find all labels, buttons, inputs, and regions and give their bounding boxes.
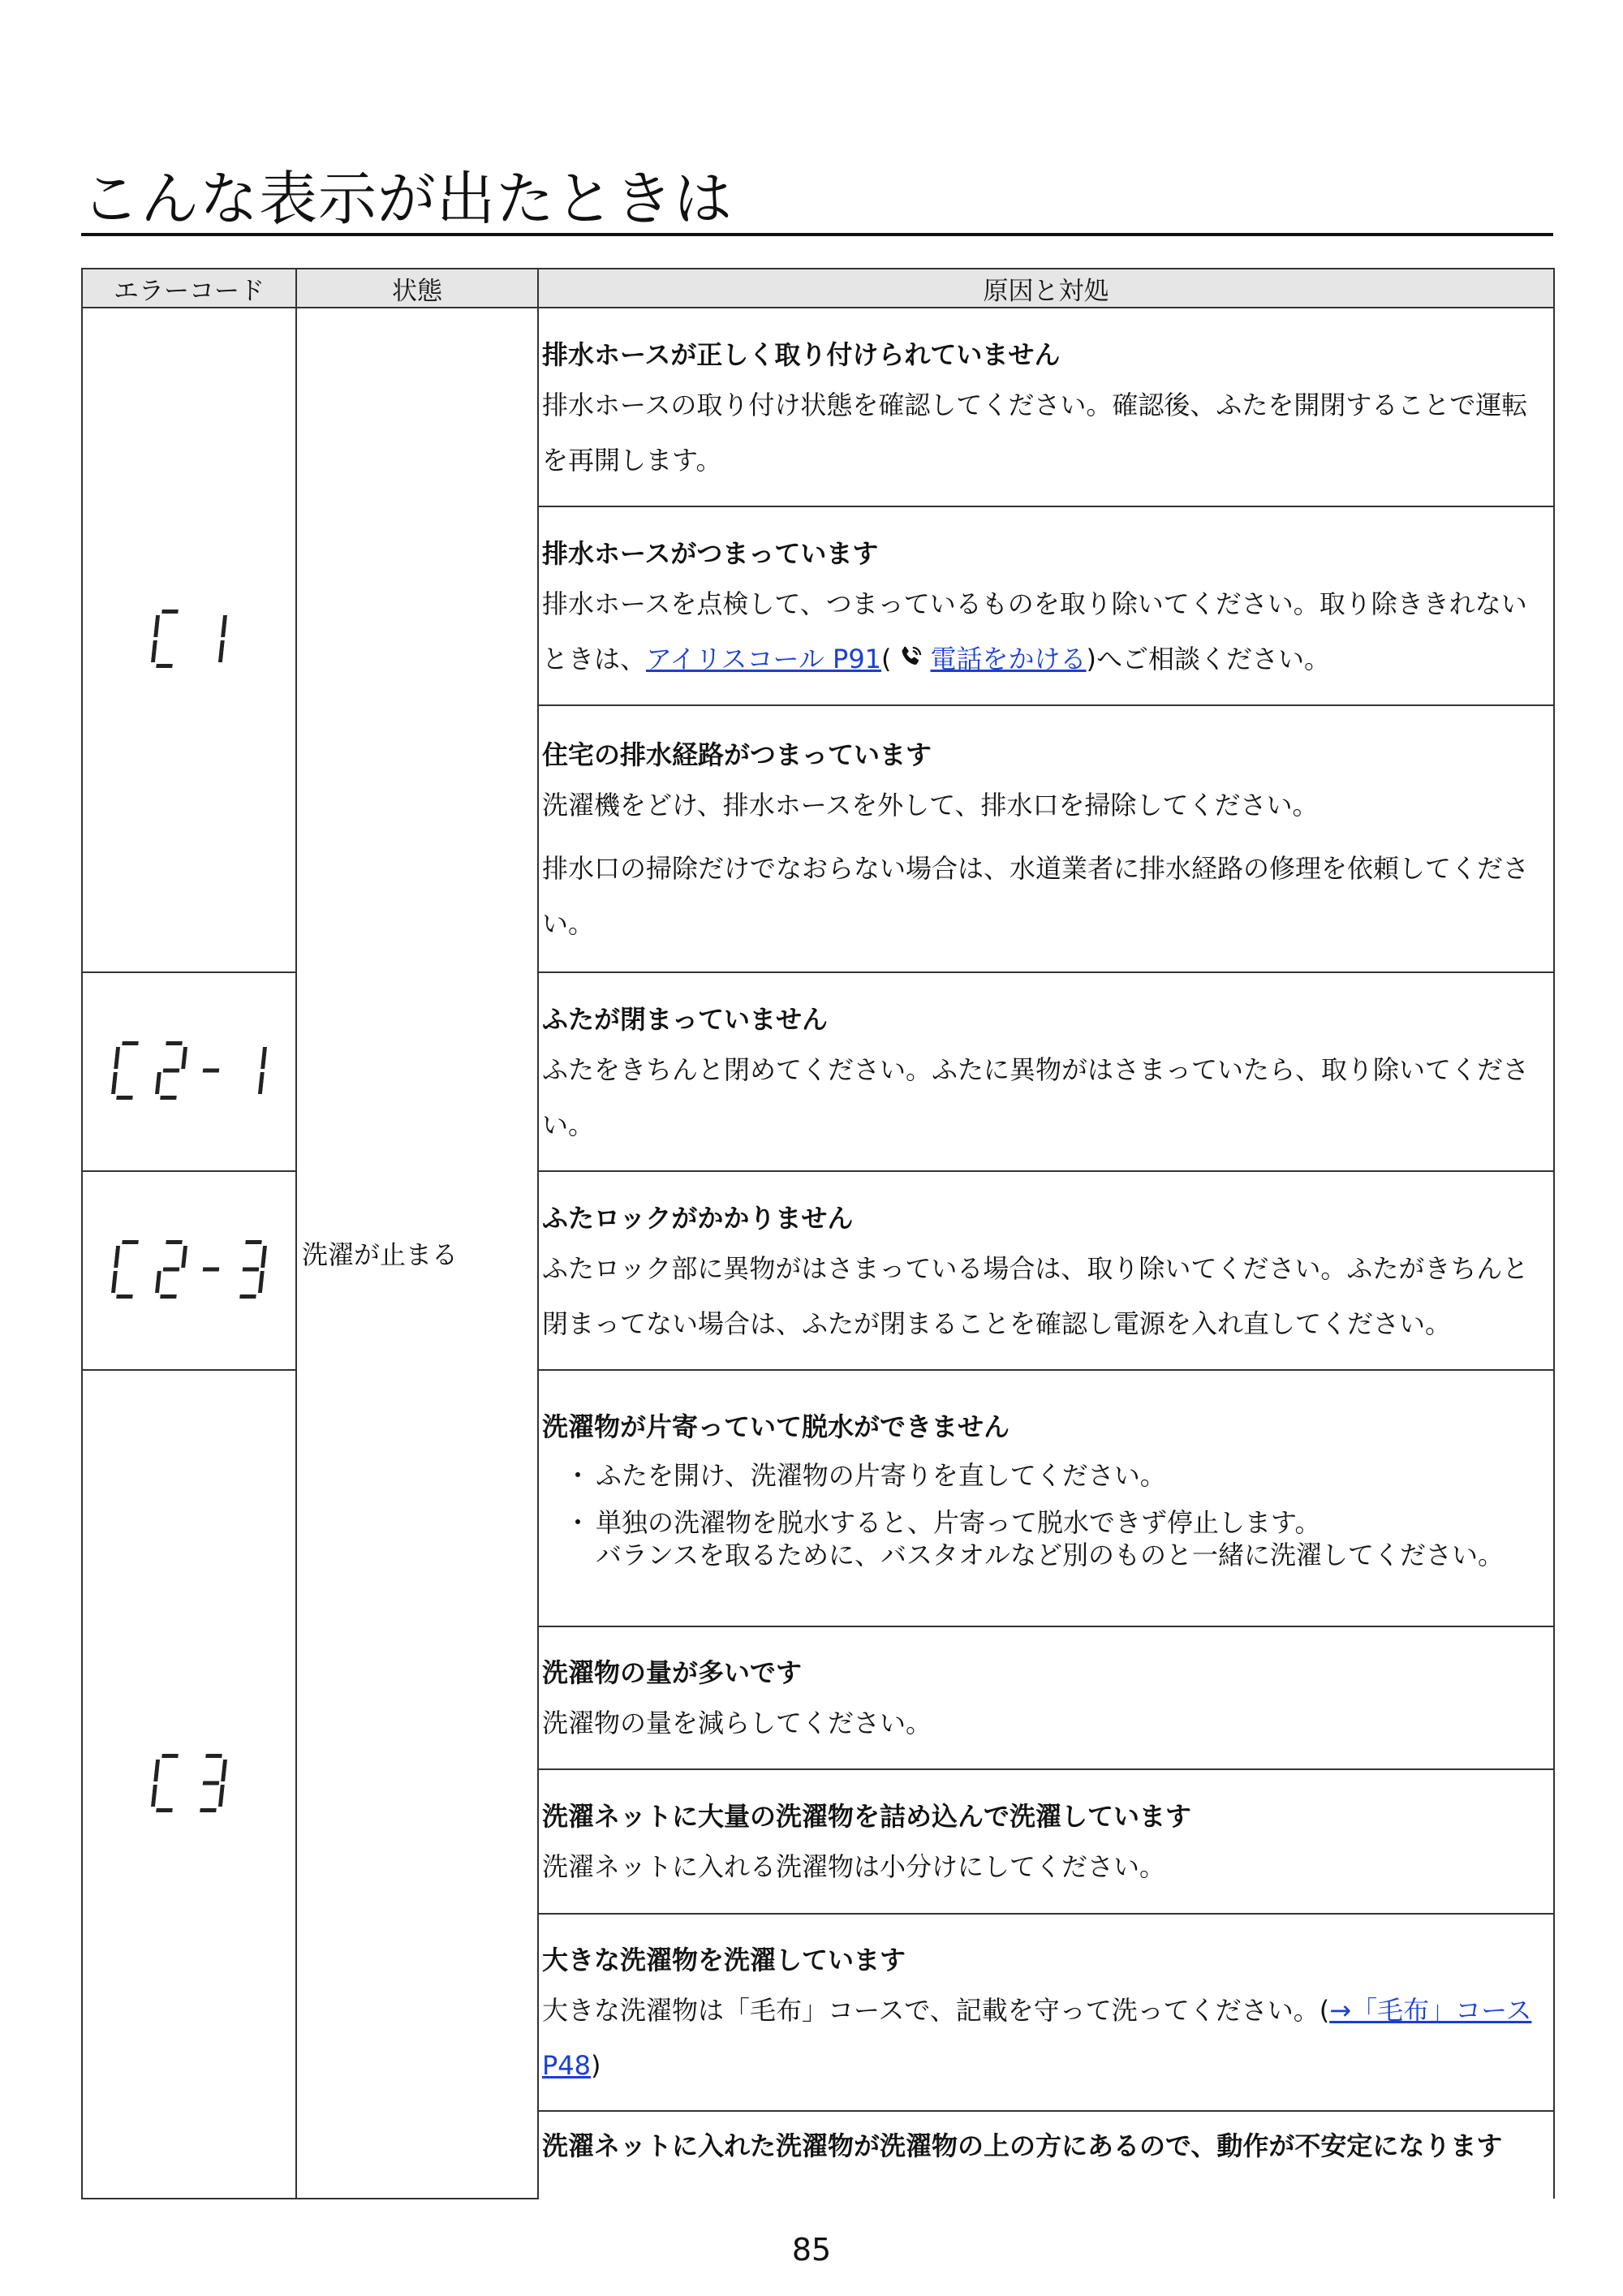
segment-a [161,1754,179,1758]
cause-cell [538,972,1554,1171]
segment-a [245,1240,262,1244]
segment-f [153,615,160,637]
segment-char [150,610,184,668]
list-item: ・ ふたを開け、洗濯物の片寄りを直してください。 [565,1459,1537,1492]
segment-char [198,1240,224,1299]
remedy-text: 洗濯機をどけ、排水ホースを外して、排水口を掃除してください。 [542,789,1319,821]
remedy-text: ふたロック部に異物がはさまっている場合は、取り除いてください。ふたがきちんと閉まってない場合は、ふたが閉まることを確認し電源を入れ直してください。 [542,1252,1529,1339]
segment-char [234,1041,268,1100]
list-item [565,1506,1537,1571]
segment-a [122,1240,139,1244]
call-phone-link[interactable]: 電話をかける [930,643,1087,674]
cause-remedy [539,1443,1553,1604]
cause-heading: 洗濯ネットに入れた洗濯物が洗濯物の上の方にあるので、動作が不安定になります [542,2130,1503,2161]
cause-heading: 排水ホースがつまっています [542,537,879,569]
remedy-text [542,1983,1537,2093]
cause-remedy [539,1689,1553,1757]
segment-b [260,1047,267,1069]
segment-d [156,1808,173,1812]
cause-remedy [539,570,1553,693]
segment-g [163,1068,180,1072]
segment-display [114,1041,265,1100]
error-code-table [81,268,1555,2199]
segment-b [181,1047,187,1069]
cause-cell [538,705,1554,972]
segment-c [258,1271,265,1293]
segment-f [153,1760,160,1781]
remedy-text [542,576,1537,687]
cause-remedy [539,1833,1553,1901]
segment-display [114,1240,265,1299]
segment-d [156,664,173,668]
remedy-text-pre: 排水ホースを点検して、つまっているものを取り除いてください。取り除ききれないときは、 [542,588,1527,674]
phone-icon [897,644,924,671]
segment-a [166,1240,183,1244]
segment-b [221,1760,227,1781]
cause-cell [538,1171,1554,1370]
segment-char [154,1240,188,1299]
segment-e [151,1785,157,1807]
segment-c [218,1785,225,1807]
cause-remedy [539,771,1553,958]
segment-b [221,615,227,637]
cause-remedy [539,1036,1553,1159]
paren-open: ( [881,643,892,674]
cause-heading: 洗濯物の量が多いです [542,1657,803,1688]
segment-display [153,1754,225,1812]
cause-heading: ふたが閉まっていません [542,1003,829,1035]
error-code-c1 [82,308,296,972]
segment-b [181,1246,187,1268]
segment-e [111,1072,118,1094]
header-cause: 原因と対処 [538,269,1554,308]
segment-g [203,1267,220,1271]
table-header-row [82,269,1554,308]
segment-char [198,1041,224,1100]
error-code-c2-3 [82,1171,296,1370]
iris-call-link[interactable]: アイリスコール P91 [646,643,882,674]
cause-cell [538,1626,1554,1769]
remedy-list [542,1450,1537,1597]
segment-d [160,1096,177,1100]
segment-e [111,1271,118,1293]
page-number: 85 [791,2232,832,2268]
segment-d [160,1294,177,1299]
cause-heading: 洗濯ネットに大量の洗濯物を詰め込んで洗濯しています [542,1801,1192,1832]
remedy-text-pre: 大きな洗濯物は「毛布」コースで、記載を守って洗ってください。( [542,1994,1330,2026]
cause-remedy [539,371,1553,494]
segment-f [114,1047,120,1069]
header-error-code: エラーコード [82,269,296,308]
segment-g [203,1068,220,1072]
segment-a [161,610,179,614]
cause-cell [538,1370,1554,1626]
segment-d [116,1096,133,1100]
table-row [82,308,1554,506]
cause-heading: 大きな洗濯物を洗濯しています [542,1944,906,1975]
cause-remedy [539,1976,1553,2100]
segment-char [154,1041,188,1100]
cause-heading: ふたロックがかかりません [542,1202,854,1234]
segment-g [243,1267,260,1271]
cause-heading: 住宅の排水経路がつまっています [542,739,932,770]
segment-g [203,1781,220,1785]
segment-f [114,1246,120,1268]
segment-e [155,1271,161,1293]
cause-cell [538,2111,1554,2199]
blanket-course-link[interactable]: →「毛布」コース P48 [542,1994,1532,2081]
remedy-text-post: )へご相談ください。 [1086,643,1331,674]
title-divider [81,233,1553,236]
cause-heading: 排水ホースが正しく取り付けられていません [542,338,1061,370]
segment-e [155,1072,161,1094]
cause-cell [538,1914,1554,2111]
segment-d [239,1294,256,1299]
segment-a [122,1041,139,1045]
remedy-text: 排水ホースの取り付け状態を確認してください。確認後、ふたを開閉することで運転を再開します。 [542,389,1528,476]
cause-cell [538,1769,1554,1914]
error-code-c2-1 [82,972,296,1171]
segment-char [194,1754,228,1812]
segment-d [200,1808,217,1812]
segment-e [151,640,157,662]
cause-cell [538,308,1554,506]
segment-char [110,1240,144,1299]
cause-remedy [539,1234,1553,1358]
segment-b [260,1246,267,1268]
segment-display [153,610,225,668]
list-item-line: 単独の洗濯物を脱水すると、片寄って脱水できず停止します。 [596,1507,1321,1538]
remedy-text: ふたをきちんと閉めてください。ふたに異物がはさまっていたら、取り除いてください。 [542,1053,1530,1140]
segment-a [166,1041,183,1045]
segment-char [194,610,228,668]
segment-a [205,1754,222,1758]
state-cell: 洗濯が止まる [296,308,538,2199]
remedy-text: 排水口の掃除だけでなおらない場合は、水道業者に排水経路の修理を依頼してください。 [542,852,1530,939]
cause-cell [538,506,1554,705]
list-item-line: バランスを取るために、バスタオルなど別のものと一緒に洗濯してください。 [596,1540,1505,1570]
remedy-text: 洗濯ネットに入れる洗濯物は小分けにしてください。 [542,1851,1166,1882]
segment-d [116,1294,133,1299]
segment-char [150,1754,184,1812]
segment-char [110,1041,144,1100]
page-title: こんな表示が出たときは [81,165,734,233]
remedy-text: 洗濯物の量を減らしてください。 [542,1708,932,1738]
header-state: 状態 [296,269,538,308]
remedy-text-post: ) [591,2049,601,2081]
segment-char [234,1240,268,1299]
error-code-c3 [82,1370,296,2199]
segment-c [258,1072,265,1094]
segment-c [218,640,225,662]
segment-g [163,1267,180,1271]
cause-heading: 洗濯物が片寄っていて脱水ができません [542,1411,1010,1442]
